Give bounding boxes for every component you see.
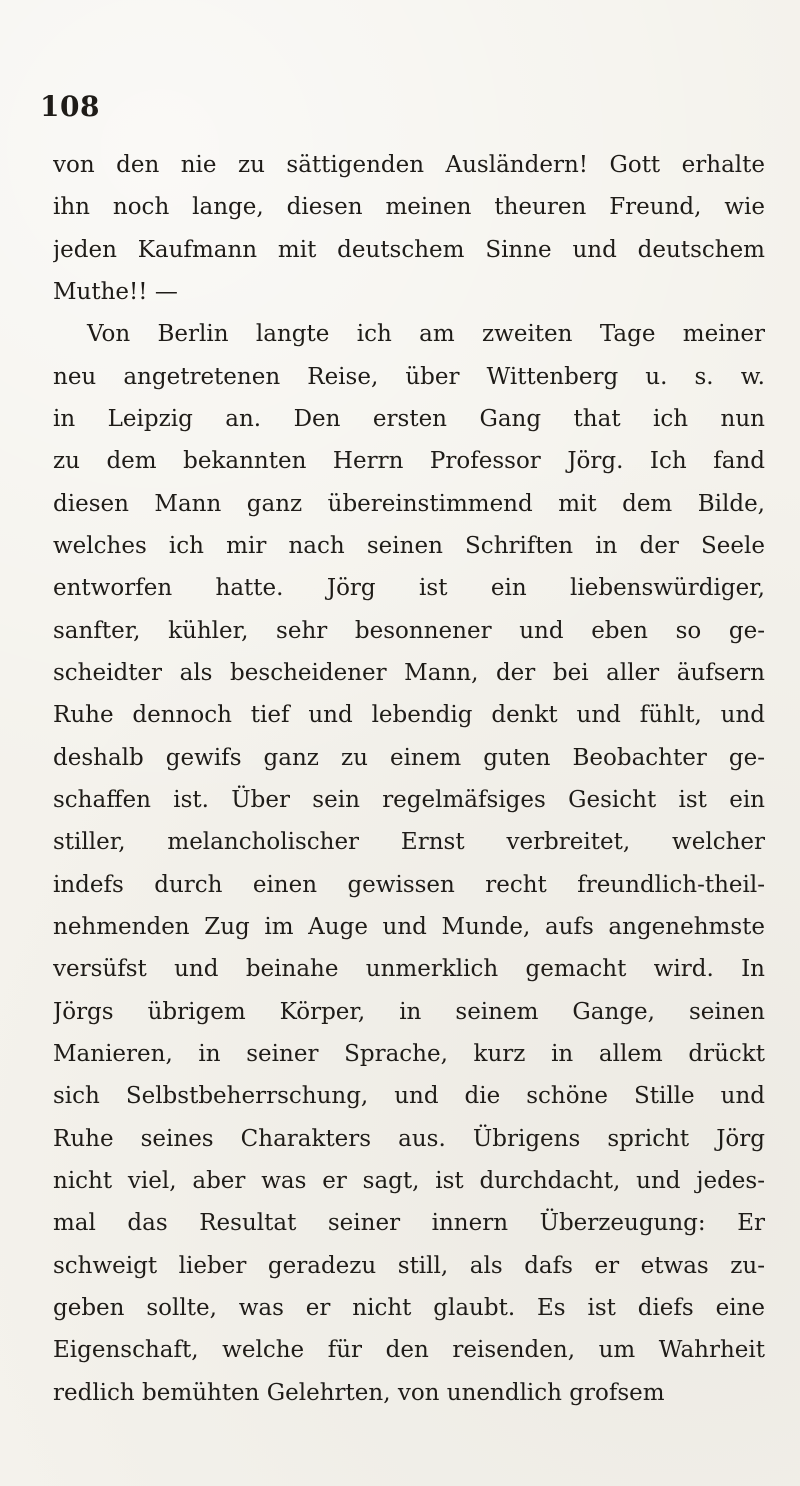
text-line: zu dem bekannten Herrn Professor Jörg. Ich fand — [53, 448, 765, 475]
text-line: schaffen ist. Über sein regelmäfsiges Gesicht ist ein — [53, 786, 765, 813]
text-line: welches ich mir nach seinen Schriften in der Seele — [53, 532, 765, 559]
text-line: von den nie zu sättigenden Ausländern! Gott erhalte — [53, 152, 765, 178]
text-line: nicht viel, aber was er sagt, ist durchdacht, und jedes- — [53, 1167, 765, 1194]
text-line: nehmenden Zug im Auge und Munde, aufs angenehmste — [53, 913, 765, 940]
text-line: redlich bemühten Gelehrten, von unendlich grofsem — [53, 1379, 665, 1406]
text-line: sich Selbstbeherrschung, und die schöne Stille und — [53, 1083, 765, 1110]
text-line: jeden Kaufmann mit deutschem Sinne und deutschem — [53, 236, 765, 263]
text-line: stiller, melancholischer Ernst verbreitet, welcher — [53, 829, 765, 856]
text-line: neu angetretenen Reise, über Wittenberg u. s. w. — [53, 363, 765, 390]
text-line: geben sollte, was er nicht glaubt. Es ist diefs eine — [53, 1294, 765, 1321]
text-line: Manieren, in seiner Sprache, kurz in allem drückt — [53, 1040, 765, 1067]
text-line: deshalb gewifs ganz zu einem guten Beobachter ge- — [53, 744, 765, 771]
text-line: Von Berlin langte ich am zweiten Tage meiner — [87, 321, 765, 348]
text-line: Muthe!! — — [53, 278, 178, 305]
text-line: Ruhe seines Charakters aus. Übrigens spricht Jörg — [53, 1125, 765, 1152]
text-line: schweigt lieber geradezu still, als dafs er etwas zu- — [53, 1252, 765, 1279]
body-text — [53, 144, 765, 1414]
text-line: in Leipzig an. Den ersten Gang that ich nun — [53, 405, 765, 432]
text-line: Eigenschaft, welche für den reisenden, um Wahrheit — [53, 1337, 765, 1364]
text-line: mal das Resultat seiner innern Überzeugung: Er — [53, 1210, 765, 1237]
text-line: entworfen hatte. Jörg ist ein liebenswürdiger, — [53, 575, 765, 602]
text-line: ihn noch lange, diesen meinen theuren Freund, wie — [53, 194, 765, 221]
page-number: 108 — [40, 90, 100, 123]
text-line: sanfter, kühler, sehr besonnener und eben so ge- — [53, 617, 765, 644]
text-line: diesen Mann ganz übereinstimmend mit dem Bilde, — [53, 490, 765, 517]
text-line: Ruhe dennoch tief und lebendig denkt und fühlt, und — [53, 702, 765, 729]
text-line: versüfst und beinahe unmerklich gemacht wird. In — [53, 956, 765, 983]
text-line: indefs durch einen gewissen recht freundlich-theil- — [53, 871, 765, 898]
text-line: Jörgs übrigem Körper, in seinem Gange, seinen — [53, 998, 765, 1025]
text-line: scheidter als bescheidener Mann, der bei aller äufsern — [53, 659, 765, 686]
